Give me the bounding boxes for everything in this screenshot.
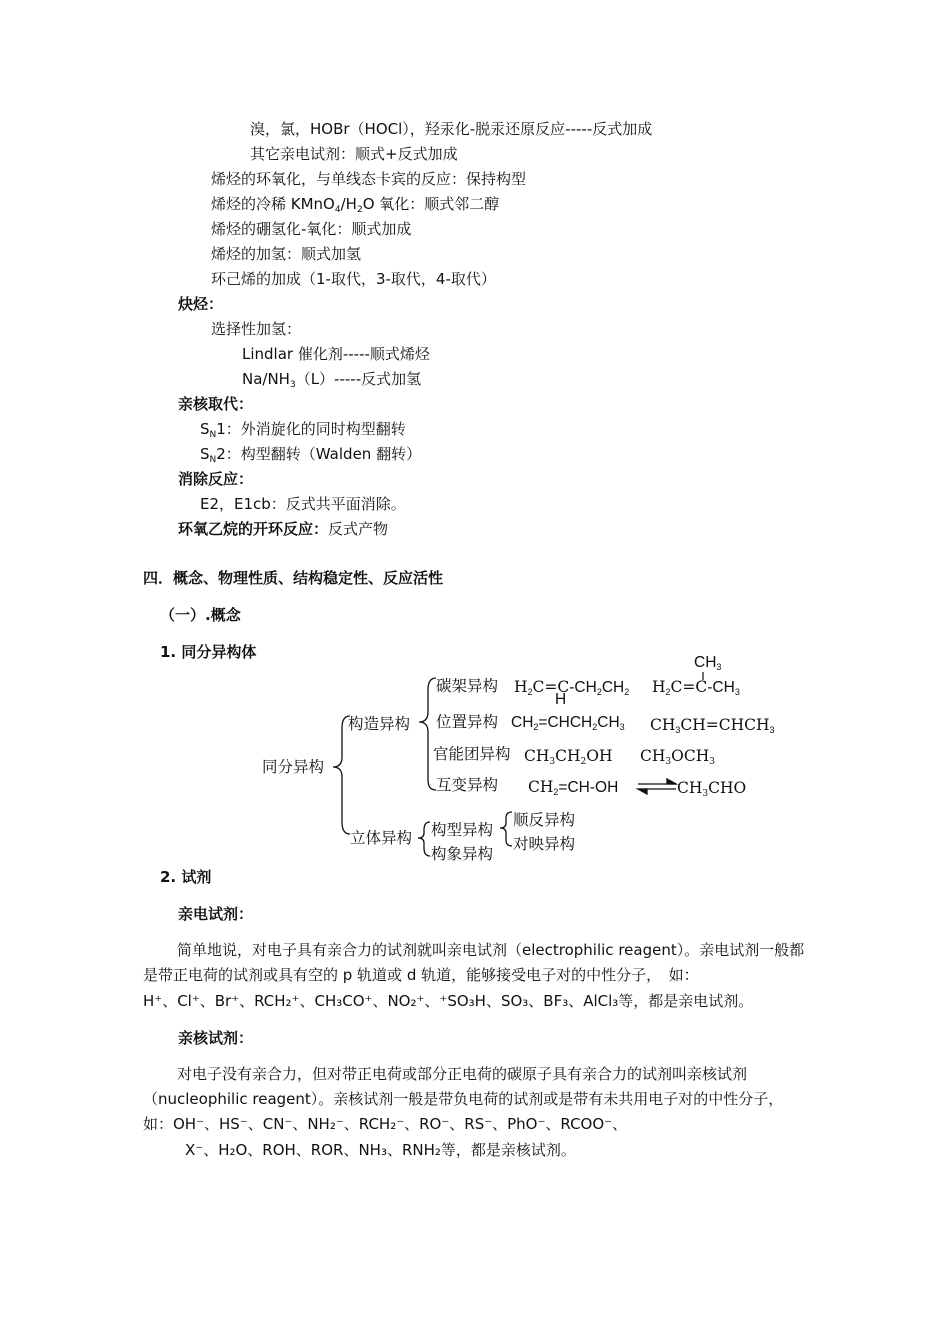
alkyne-selective: 选择性加氢： (211, 320, 302, 338)
nucleophile-examples: X⁻、H₂O、ROH、ROR、NH₃、RNH₂等，都是亲核试剂。 (185, 1141, 576, 1159)
positional-formula-1: $CH_2=CHCH_2CH_3$ (511, 714, 625, 732)
alkene-line-2: 其它亲电试剂：顺式+反式加成 (250, 145, 458, 163)
skeletal-isomer: 碳架异构 (436, 677, 499, 695)
elim-text: E2，E1cb：反式共平面消除。 (200, 495, 406, 513)
tautomer-formula-2: $CH_3CHO$ (677, 779, 747, 799)
sn1-line: $S_N1$：外消旋化的同时构型翻转 (200, 420, 406, 440)
nucleophile-heading: 亲核试剂： (178, 1029, 254, 1047)
subsection-concept: （一）.概念 (160, 606, 241, 624)
alkyne-lindlar: Lindlar 催化剂-----顺式烯烃 (242, 345, 430, 363)
alkyne-heading: 炔烃： (178, 295, 224, 313)
nucleophile-paragraph: 对电子没有亲合力，但对带正电荷或部分正电荷的碳原子具有亲合力的试剂叫亲核试剂（nucleophilic reagent）。亲核试剂一般是带负电荷的试剂或是带有未共用电子对的中性分子，如：OH⁻、HS⁻、CN⁻、NH₂⁻、RCH₂⁻、RO⁻、RS⁻、PhO⁻、RCOO⁻、 (143, 1065, 784, 1133)
alkene-line-5: 烯烃的硼氢化-氧化：顺式加成 (211, 220, 412, 238)
section-4-title: 四．概念、物理性质、结构稳定性、反应活性 (143, 569, 444, 587)
functional-group-isomer: 官能团异构 (433, 745, 511, 763)
functional-formula-1: $CH_3CH_2OH$ (524, 747, 613, 767)
isomer-root: 同分异构 (262, 758, 325, 776)
tautomer: 互变异构 (436, 776, 499, 794)
skeletal-formula-2: $H_2C=C-CH_3$ (652, 678, 740, 697)
positional-formula-2: $CH_3CH=CHCH_3$ (650, 716, 775, 735)
sn-heading: 亲核取代： (178, 395, 254, 413)
skeletal-formula-1-h: H (555, 691, 567, 708)
stereo-isomer: 立体异构 (350, 829, 413, 847)
configurational-isomer: 构型异构 (431, 821, 494, 839)
sn2-line: $S_N2$：构型翻转（Walden 翻转） (200, 445, 422, 465)
skeletal-formula-2-methyl: $CH_3$ (694, 654, 722, 672)
epox-line: 环氧乙烷的开环反应：反式产物 (178, 520, 389, 538)
electrophile-paragraph: 简单地说，对电子具有亲合力的试剂就叫亲电试剂（electrophilic reagent）。亲电试剂一般都是带正电荷的试剂或具有空的 p 轨道或 d 轨道，能够接受电子对的中性分子， 如： (143, 941, 805, 984)
enantiomer: 对映异构 (513, 835, 576, 853)
alkyne-na: $Na/NH_3(L)-----$反式加氢 (242, 370, 422, 390)
constitutional-isomer: 构造异构 (348, 715, 411, 733)
alkene-line-6: 烯烃的加氢：顺式加氢 (211, 245, 362, 263)
alkene-line-3: 烯烃的环氧化，与单线态卡宾的反应：保持构型 (211, 170, 527, 188)
alkene-line-4: 烯烃的冷稀 $KMnO_4/H_2O$ 氧化：顺式邻二醇 (211, 195, 500, 215)
item-reagent: 2. 试剂 (160, 868, 212, 886)
functional-formula-2: $CH_3OCH_3$ (640, 747, 715, 767)
alkene-line-7: 环己烯的加成（1-取代，3-取代，4-取代） (211, 270, 496, 288)
positional-isomer: 位置异构 (436, 713, 499, 731)
conformational-isomer: 构象异构 (431, 845, 494, 863)
tautomer-formula-1: $CH_2=CH-OH$ (528, 778, 619, 797)
alkene-line-1: 溴，氯，HOBr（HOCl），羟汞化-脱汞还原反应-----反式加成 (250, 120, 653, 138)
elim-heading: 消除反应： (178, 470, 254, 488)
skeletal-formula-1: $H_2C=C-CH_2CH_2$ (514, 678, 630, 697)
item-isomer: 1. 同分异构体 (160, 643, 257, 661)
electrophile-heading: 亲电试剂： (178, 905, 254, 923)
cis-trans-isomer: 顺反异构 (513, 811, 576, 829)
electrophile-examples: H⁺、Cl⁺、Br⁺、RCH₂⁺、CH₃CO⁺、NO₂⁺、⁺SO₃H、SO₃、BF₃、AlCl₃等，都是亲电试剂。 (143, 992, 754, 1010)
